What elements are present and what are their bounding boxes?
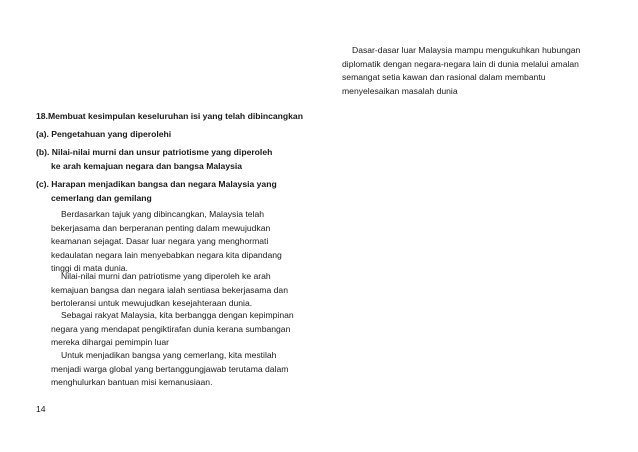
- item-b-line: ke arah kemajuan negara dan bangsa Malaysia: [51, 160, 243, 171]
- paragraph-4: [51, 349, 288, 390]
- paragraph-2: [51, 270, 288, 311]
- paragraph-line: negara yang mendapat pengiktirafan dunia kerana sumbangan: [51, 323, 291, 334]
- paragraph-1: [51, 208, 282, 276]
- paragraph-line: tinggi di mata dunia.: [51, 263, 128, 274]
- paragraph-line: semangat setia kawan dan rasional dalam membantu: [342, 72, 546, 83]
- paragraph-line: kemajuan bangsa dan negara ialah sentiasa bekerjasama dan: [51, 284, 288, 295]
- paragraph-line: diplomatik dengan negara-negara lain di dunia melalui amalan: [342, 58, 579, 69]
- paragraph-line: menyelesaikan masalah dunia: [342, 85, 458, 96]
- item-a: (a). Pengetahuan yang diperolehi: [36, 129, 172, 139]
- paragraph-line: bertoleransi untuk mewujudkan kesejahteraan dunia.: [51, 298, 253, 309]
- paragraph-line: menjadi warga global yang bertanggungjawab terutama dalam: [51, 363, 289, 374]
- paragraph-3: [51, 309, 294, 350]
- paragraph-line: Dasar-dasar luar Malaysia mampu mengukuhkan hubungan: [352, 45, 581, 55]
- paragraph-line: keamanan sejagat. Dasar luar negara yang menghormati: [51, 236, 269, 247]
- item-c-line: (c). Harapan menjadikan bangsa dan negara Malaysia yang: [36, 179, 277, 189]
- paragraph-line: mereka dihargai pemimpin luar: [51, 337, 169, 348]
- paragraph-line: kedaulatan negara lain menyebabkan negara kita dipandang: [51, 249, 282, 260]
- item-b-line: (b). Nilai-nilai murni dan unsur patriotisme yang diperoleh: [36, 147, 273, 157]
- paragraph-line: Untuk menjadikan bangsa yang cemerlang, kita mestilah: [61, 350, 277, 360]
- paragraph-line: Sebagai rakyat Malaysia, kita berbangga dengan kepimpinan: [61, 310, 294, 320]
- paragraph-line: menghulurkan bantuan misi kemanusiaan.: [51, 377, 213, 388]
- page-number: 14: [36, 404, 46, 414]
- item-b: [36, 146, 272, 173]
- section-heading: 18.Membuat kesimpulan keseluruhan isi yang telah dibincangkan: [36, 111, 303, 121]
- paragraph-line: Berdasarkan tajuk yang dibincangkan, Malaysia telah: [61, 209, 265, 219]
- paragraph-line: Nilai-nilai murni dan patriotisme yang diperoleh ke arah: [61, 271, 271, 281]
- right-paragraph: [342, 44, 580, 98]
- item-c-line: cemerlang dan gemilang: [51, 192, 152, 203]
- item-c: [36, 178, 277, 205]
- paragraph-line: bekerjasama dan berperanan penting dalam mewujudkan: [51, 222, 271, 233]
